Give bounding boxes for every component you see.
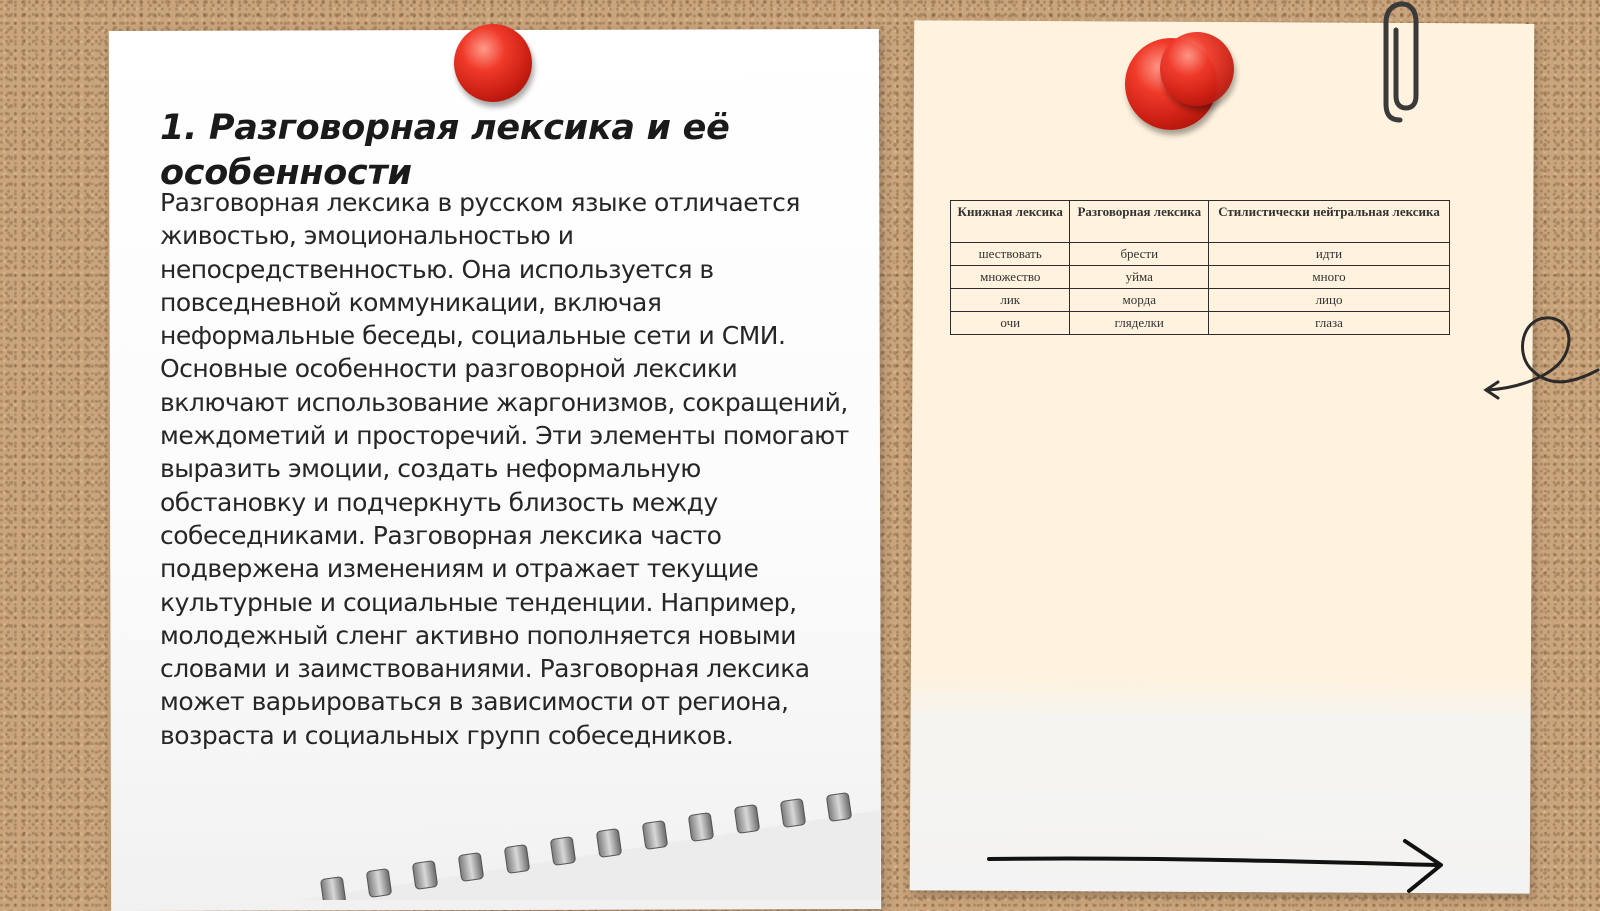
table-cell: идти bbox=[1209, 243, 1450, 266]
table-cell: очи bbox=[951, 312, 1070, 335]
table-cell: множество bbox=[951, 266, 1070, 289]
table-header-row bbox=[951, 201, 1450, 243]
table-cell: гляделки bbox=[1070, 312, 1209, 335]
table-row bbox=[951, 312, 1450, 335]
table-row bbox=[951, 243, 1450, 266]
table-cell: много bbox=[1209, 266, 1450, 289]
right-arrow-icon bbox=[985, 835, 1455, 895]
page-title: 1. Разговорная лексика и её особенности bbox=[160, 108, 730, 193]
table-cell: морда bbox=[1070, 289, 1209, 312]
spiral-binding-decoration bbox=[300, 790, 880, 900]
pushpin-icon bbox=[454, 24, 532, 102]
table-cell: шествовать bbox=[951, 243, 1070, 266]
table-cell: глаза bbox=[1209, 312, 1450, 335]
table-cell: лик bbox=[951, 289, 1070, 312]
pushpin-icon bbox=[1160, 32, 1234, 106]
right-note-paper bbox=[910, 20, 1535, 893]
table-cell: уйма bbox=[1070, 266, 1209, 289]
table-row bbox=[951, 266, 1450, 289]
column-header: Стилистически нейтральная лексика bbox=[1209, 201, 1450, 243]
column-header: Книжная лексика bbox=[951, 201, 1070, 243]
table-row bbox=[951, 289, 1450, 312]
lexicon-comparison-table bbox=[950, 200, 1450, 335]
table-cell: брести bbox=[1070, 243, 1209, 266]
column-header: Разговорная лексика bbox=[1070, 201, 1209, 243]
paperclip-icon bbox=[1370, 0, 1430, 125]
body-paragraph: Разговорная лексика в русском языке отличается живостью, эмоциональностью и непосредственностью. Она используется в повседневной коммуникации, включая неформальные беседы, социальные сети и СМИ. Основные особенности разговорной лексики включают использование жаргонизмов, сокращений, междометий и просторечий. Эти элементы помогают выразить эмоции, создать неформальную обстановку и подчеркнуть близость между собеседниками. Разговорная лексика часто подвержена изменениям и отражает текущие культурные и социальные тенденции. Например, молодежный сленг активно пополняется новыми словами и заимствованиями. Разговорная лексика может варьироваться в зависимости от региона, возраста и социальных групп собеседников. bbox=[160, 188, 849, 750]
loop-arrow-icon bbox=[1480, 310, 1600, 410]
table-cell: лицо bbox=[1209, 289, 1450, 312]
